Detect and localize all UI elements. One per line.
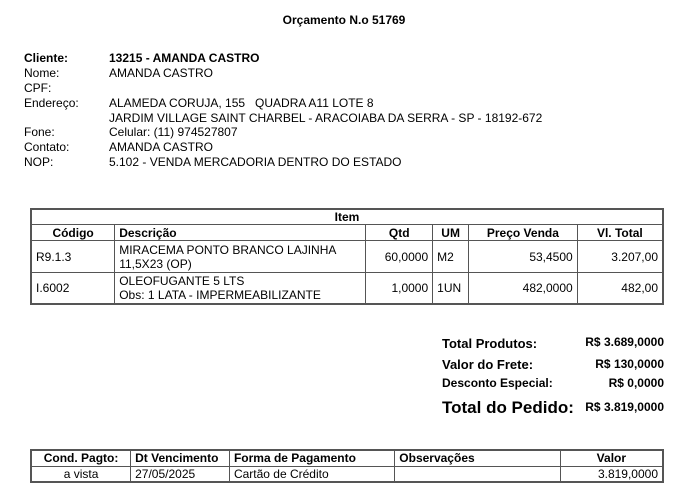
cpf-label: CPF: bbox=[24, 81, 52, 95]
total-produtos-value: R$ 3.689,0000 bbox=[585, 335, 664, 349]
item-descricao-line1: MIRACEMA PONTO BRANCO LAJINHA bbox=[119, 242, 337, 257]
pay-forma: Cartão de Crédito bbox=[229, 466, 394, 482]
col-descricao: Descrição bbox=[115, 225, 366, 241]
item-descricao bbox=[115, 241, 366, 273]
nop-value: 5.102 - VENDA MERCADORIA DENTRO DO ESTADO bbox=[109, 155, 402, 169]
table-row bbox=[31, 241, 663, 273]
items-table bbox=[30, 208, 664, 305]
table-row bbox=[31, 466, 663, 482]
endereco-line2: JARDIM VILLAGE SAINT CHARBEL - ARACOIABA DA SERRA - SP - 18192-672 bbox=[109, 111, 543, 125]
payments-table bbox=[30, 449, 664, 483]
pay-vencimento: 27/05/2025 bbox=[131, 466, 230, 482]
col-cond-pagto: Cond. Pagto: bbox=[31, 450, 131, 466]
pay-cond: a vista bbox=[31, 466, 131, 482]
pay-valor: 3.819,0000 bbox=[560, 466, 663, 482]
item-descricao-line1: OLEOFUGANTE 5 LTS bbox=[119, 273, 245, 288]
col-qtd: Qtd bbox=[366, 225, 433, 241]
col-forma-pagamento: Forma de Pagamento bbox=[229, 450, 394, 466]
desconto-label: Desconto Especial: bbox=[442, 376, 553, 390]
col-codigo: Código bbox=[31, 225, 115, 241]
endereco-label: Endereço: bbox=[24, 96, 79, 110]
total-produtos-label: Total Produtos: bbox=[442, 336, 538, 351]
item-descricao-line2: 11,5X23 (OP) bbox=[119, 256, 192, 271]
frete-value: R$ 130,0000 bbox=[595, 357, 664, 371]
cliente-value: 13215 - AMANDA CASTRO bbox=[109, 51, 260, 65]
item-preco: 482,0000 bbox=[469, 273, 578, 304]
col-total: Vl. Total bbox=[577, 225, 663, 241]
contato-value: AMANDA CASTRO bbox=[109, 140, 214, 154]
pay-obs bbox=[395, 466, 560, 482]
item-total: 482,00 bbox=[577, 273, 663, 304]
item-qtd: 1,0000 bbox=[366, 273, 433, 304]
item-um: M2 bbox=[433, 241, 469, 273]
frete-label: Valor do Frete: bbox=[442, 357, 534, 372]
item-descricao bbox=[115, 273, 366, 304]
nop-label: NOP: bbox=[24, 155, 54, 169]
item-codigo: I.6002 bbox=[31, 273, 115, 304]
item-um: 1UN bbox=[433, 273, 469, 304]
item-preco: 53,4500 bbox=[469, 241, 578, 273]
nome-value: AMANDA CASTRO bbox=[109, 66, 214, 80]
total-pedido-label: Total do Pedido: bbox=[442, 398, 574, 417]
col-preco: Preço Venda bbox=[469, 225, 578, 241]
table-row bbox=[31, 273, 663, 304]
cliente-label: Cliente: bbox=[24, 51, 69, 65]
item-total: 3.207,00 bbox=[577, 241, 663, 273]
endereco-line1: ALAMEDA CORUJA, 155 QUADRA A11 LOTE 8 bbox=[109, 96, 374, 110]
col-um: UM bbox=[433, 225, 469, 241]
col-dt-vencimento: Dt Vencimento bbox=[131, 450, 230, 466]
contato-label: Contato: bbox=[24, 140, 70, 154]
total-pedido-value: R$ 3.819,0000 bbox=[585, 400, 664, 414]
nome-label: Nome: bbox=[24, 66, 60, 80]
item-codigo: R9.1.3 bbox=[31, 241, 115, 273]
desconto-value: R$ 0,0000 bbox=[608, 376, 664, 390]
fone-label: Fone: bbox=[24, 125, 55, 139]
items-header: Item bbox=[31, 209, 663, 225]
item-qtd: 60,0000 bbox=[366, 241, 433, 273]
fone-value: Celular: (11) 974527807 bbox=[109, 125, 238, 139]
document-title: Orçamento N.o 51769 bbox=[282, 13, 406, 27]
item-descricao-line2: Obs: 1 LATA - IMPERMEABILIZANTE bbox=[119, 287, 321, 302]
col-observacoes: Observações bbox=[395, 450, 560, 466]
col-valor: Valor bbox=[560, 450, 663, 466]
